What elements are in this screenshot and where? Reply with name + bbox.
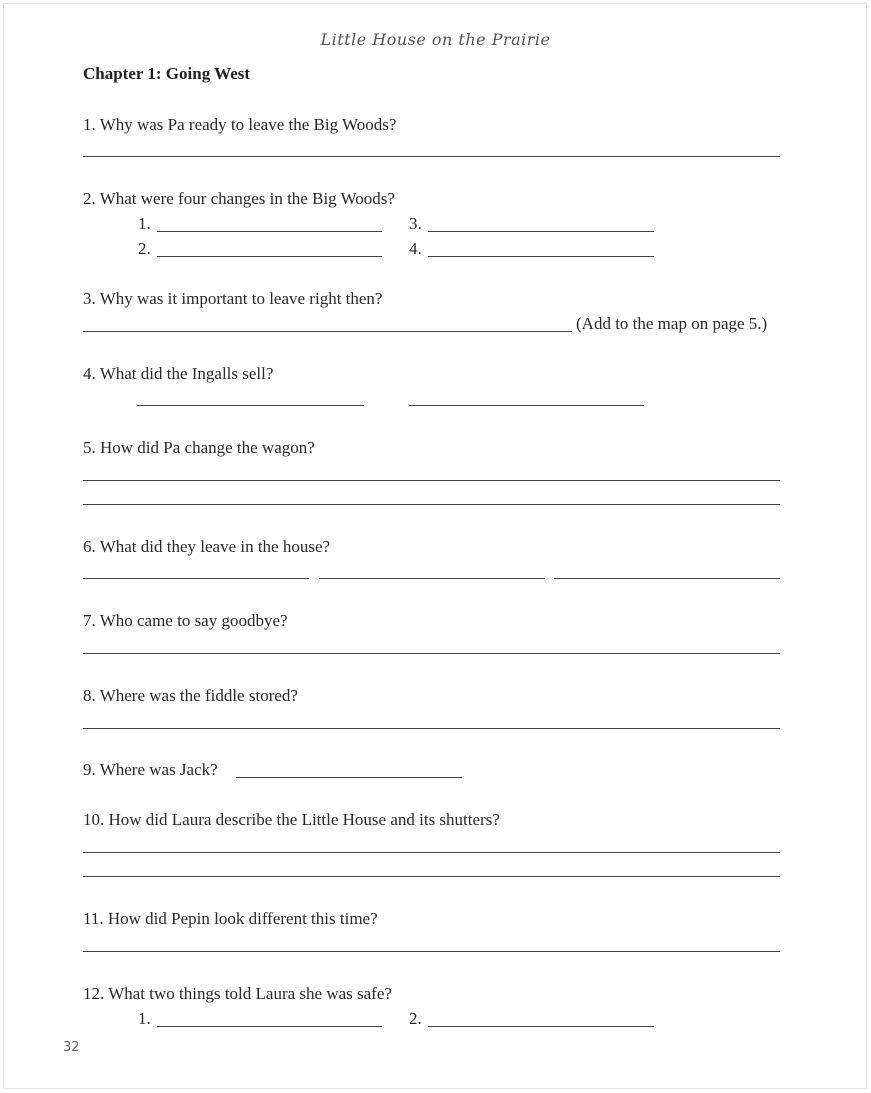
answer-line-q6-2[interactable] [319, 578, 545, 579]
page-number: 32 [63, 1040, 80, 1055]
chapter-title: Chapter 1: Going West [83, 64, 251, 83]
q2-blank-label-4: 4. [409, 239, 422, 258]
question-8: 8. Where was the fiddle stored? [83, 686, 298, 705]
answer-line-q2-1[interactable] [157, 231, 382, 232]
question-1: 1. Why was Pa ready to leave the Big Woods? [83, 115, 397, 134]
question-9: 9. Where was Jack? [83, 760, 218, 779]
answer-line-q4-2[interactable] [409, 405, 644, 406]
answer-line-q5-2[interactable] [83, 504, 780, 505]
answer-line-q8[interactable] [83, 728, 780, 729]
answer-line-q1[interactable] [83, 156, 780, 157]
answer-line-q10-2[interactable] [83, 876, 780, 877]
question-2: 2. What were four changes in the Big Woods? [83, 189, 395, 208]
map-note: (Add to the map on page 5.) [576, 314, 768, 333]
answer-line-q2-2[interactable] [157, 256, 382, 257]
question-11: 11. How did Pepin look different this time? [83, 909, 378, 928]
answer-line-q2-3[interactable] [428, 231, 654, 232]
answer-line-q4-1[interactable] [137, 405, 364, 406]
question-6: 6. What did they leave in the house? [83, 537, 331, 556]
q12-blank-label-2: 2. [409, 1009, 422, 1028]
question-5: 5. How did Pa change the wagon? [83, 438, 315, 457]
answer-line-q5-1[interactable] [83, 480, 780, 481]
answer-line-q9[interactable] [236, 777, 462, 778]
answer-line-q2-4[interactable] [428, 256, 654, 257]
answer-line-q6-3[interactable] [554, 578, 780, 579]
q2-blank-label-1: 1. [138, 214, 151, 233]
answer-line-q12-2[interactable] [428, 1026, 654, 1027]
answer-line-q3[interactable] [83, 331, 572, 332]
answer-line-q12-1[interactable] [157, 1026, 382, 1027]
question-3: 3. Why was it important to leave right then? [83, 289, 383, 308]
q2-blank-label-2: 2. [138, 239, 151, 258]
q12-blank-label-1: 1. [138, 1009, 151, 1028]
question-10: 10. How did Laura describe the Little House and its shutters? [83, 810, 500, 829]
answer-line-q6-1[interactable] [83, 578, 309, 579]
answer-line-q7[interactable] [83, 653, 780, 654]
question-12: 12. What two things told Laura she was safe? [83, 984, 392, 1003]
answer-line-q11[interactable] [83, 951, 780, 952]
question-7: 7. Who came to say goodbye? [83, 611, 288, 630]
book-title-header: Little House on the Prairie [320, 30, 551, 49]
question-4: 4. What did the Ingalls sell? [83, 364, 274, 383]
q2-blank-label-3: 3. [409, 214, 422, 233]
answer-line-q10-1[interactable] [83, 852, 780, 853]
